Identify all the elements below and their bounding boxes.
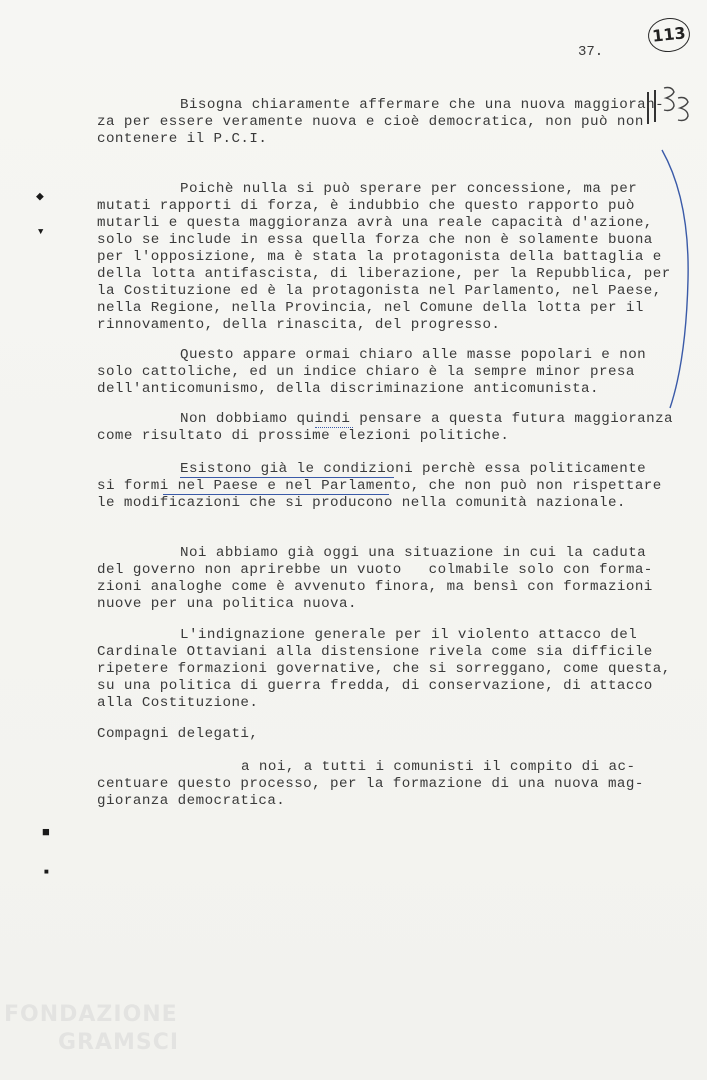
pen-underline: [163, 494, 389, 495]
text-line: ripetere formazioni governative, che si sorreggano, come questa,: [97, 661, 671, 677]
text-line: dell'anticomunismo, della discriminazione anticomunista.: [97, 381, 599, 397]
text-line: alla Costituzione.: [97, 695, 259, 711]
text-line: per l'opposizione, ma è stata la protagonista della battaglia e: [97, 249, 662, 265]
archive-number-stamp: 113: [646, 16, 691, 54]
text-line: contenere il P.C.I.: [97, 131, 268, 147]
text-line: Esistono già le condizioni perchè essa politicamente: [180, 461, 647, 477]
salutation: Compagni delegati,: [97, 726, 259, 742]
text-line: gioranza democratica.: [97, 793, 286, 809]
watermark-line2: GRAMSCI: [58, 1030, 180, 1055]
text-line: Noi abbiamo già oggi una situazione in cui la caduta: [180, 545, 647, 561]
text-line: Poichè nulla si può sperare per concessione, ma per: [180, 181, 638, 197]
watermark-line1: FONDAZIONE: [4, 1002, 178, 1027]
text-line: zioni analoghe come è avvenuto finora, ma bensì con formazioni: [97, 579, 653, 595]
text-line: mutarli e questa maggioranza avrà una reale capacità d'azione,: [97, 215, 653, 231]
punch-mark-icon: ◆: [36, 189, 44, 204]
pen-underline: [315, 427, 353, 428]
text-line: su una politica di guerra fredda, di conservazione, di attacco: [97, 678, 653, 694]
text-line: centuare questo processo, per la formazione di una nuova mag-: [97, 776, 644, 792]
text-line: della lotta antifascista, di liberazione, per la Repubblica, per: [97, 266, 671, 282]
text-line: nella Regione, nella Provincia, nel Comune della lotta per il: [97, 300, 644, 316]
text-line: rinnovamento, della rinascita, del progresso.: [97, 317, 501, 333]
text-line: come risultato di prossime elezioni politiche.: [97, 428, 510, 444]
text-line: le modificazioni che si producono nella comunità nazionale.: [97, 495, 626, 511]
text-line: L'indignazione generale per il violento attacco del: [180, 627, 638, 643]
text-line: Non dobbiamo quindi pensare a questa futura maggioranza: [180, 411, 674, 427]
text-line: solo se include in essa quella forza che non è solamente buona: [97, 232, 653, 248]
text-line: nuove per una politica nuova.: [97, 596, 357, 612]
text-line: za per essere veramente nuova e cioè democratica, non può non: [97, 114, 644, 130]
punch-mark-icon: ■: [42, 825, 50, 840]
text-line: mutati rapporti di forza, è indubbio che questo rapporto può: [97, 198, 635, 214]
punch-mark-icon: ■: [44, 868, 49, 877]
text-line: del governo non aprirebbe un vuoto colmabile solo con forma-: [97, 562, 653, 578]
punch-mark-icon: ▼: [38, 227, 44, 237]
text-line: Cardinale Ottaviani alla distensione rivela come sia difficile: [97, 644, 653, 660]
text-line: a noi, a tutti i comunisti il compito di ac-: [241, 759, 636, 775]
text-line: si formi nel Paese e nel Parlamento, che non può non rispettare: [97, 478, 662, 494]
text-line: Questo appare ormai chiaro alle masse popolari e non: [180, 347, 647, 363]
text-line: Bisogna chiaramente affermare che una nuova maggioran-: [180, 97, 665, 113]
pen-underline: [180, 477, 394, 478]
text-line: solo cattoliche, ed un indice chiaro è la sempre minor presa: [97, 364, 635, 380]
text-line: la Costituzione ed è la protagonista nel Parlamento, nel Paese,: [97, 283, 662, 299]
page-number: 37.: [578, 44, 604, 60]
